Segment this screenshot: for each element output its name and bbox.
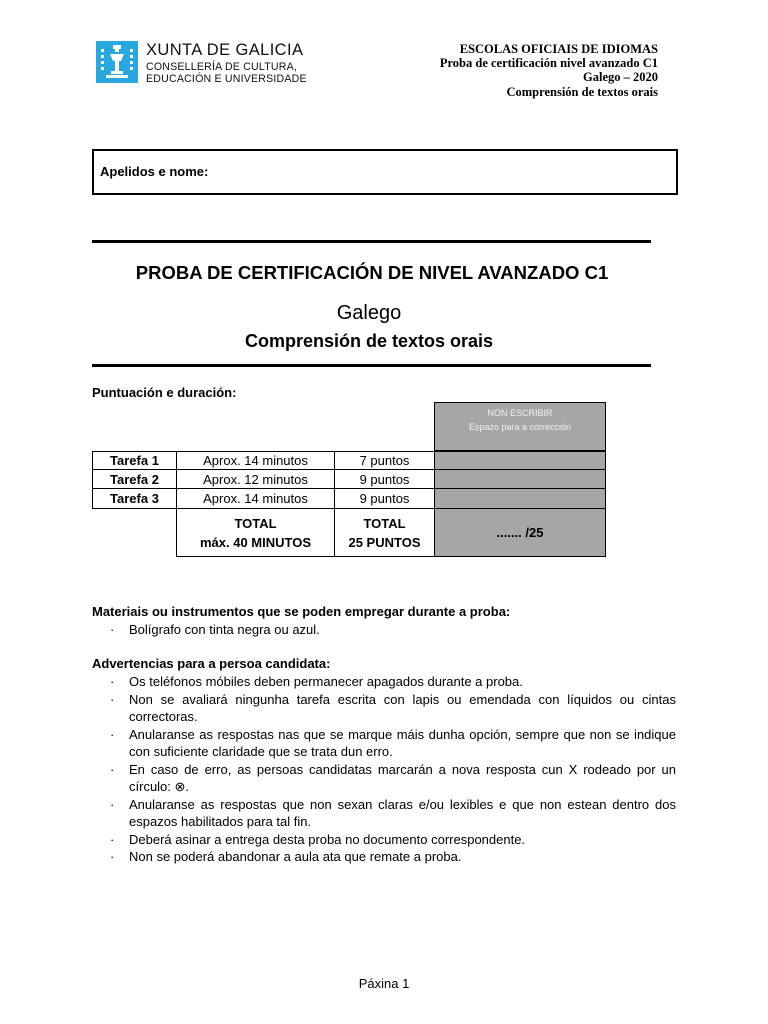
list-item: · Deberá asinar a entrega desta proba no documento correspondente. <box>110 831 526 847</box>
points-cell: 9 puntos <box>334 488 435 509</box>
correction-label-1: NON ESCRIBIR <box>487 408 553 418</box>
header-info <box>440 42 658 99</box>
correction-cell <box>434 451 606 470</box>
language-title: Galego <box>336 302 402 324</box>
total-points-label: TOTAL <box>363 515 406 531</box>
logo-name: XUNTA DE GALICIA <box>146 41 304 59</box>
materials-heading: Materiais ou instrumentos que se poden empregar durante a proba: <box>92 604 511 619</box>
name-field[interactable] <box>92 149 678 195</box>
time-cell: Aprox. 12 minutos <box>176 469 335 489</box>
list-item: · Bolígrafo con tinta negra ou azul. <box>110 622 320 637</box>
list-item: · Non se poderá abandonar a aula ata que remate a proba. <box>110 849 462 864</box>
warnings-heading: Advertencias para a persoa candidata: <box>92 656 331 671</box>
header-line-3: Galego – 2020 <box>583 70 658 85</box>
xunta-logo <box>96 41 336 85</box>
correction-cell <box>434 488 606 509</box>
total-time-cell <box>176 508 335 557</box>
header-line-4: Comprensión de textos orais <box>506 84 658 99</box>
top-rule <box>92 240 651 243</box>
list-item: · Anularanse as respostas nas que se marque máis dunha opción, sempre que non se indique con suficiente claridade que se trata dun erro. <box>110 726 676 759</box>
correction-label-2: Espazo para a corrección <box>468 422 572 432</box>
points-cell: 9 puntos <box>334 469 435 489</box>
warnings-list <box>110 673 676 866</box>
total-score-cell: ....... /25 <box>434 508 606 557</box>
galicia-coat-of-arms-icon <box>96 41 138 83</box>
total-points-cell <box>334 508 435 557</box>
points-cell: 7 puntos <box>334 451 435 470</box>
name-label: Apelidos e nome: <box>100 164 209 179</box>
materials-list <box>110 621 676 639</box>
task-cell: Tarefa 3 <box>92 488 177 509</box>
total-time-value: máx. 40 MINUTOS <box>199 534 312 550</box>
list-item: · Anularanse as respostas que non sexan claras e/ou lexibles e que non estean dentro dos espazos habilitados para tal fin. <box>110 796 676 829</box>
page-number: Páxina 1 <box>358 976 410 991</box>
correction-cell <box>434 469 606 489</box>
total-points-value: 25 PUNTOS <box>348 534 421 550</box>
logo-sub-1: CONSELLERÍA DE CULTURA, <box>146 61 297 73</box>
list-item: · Os teléfonos móbiles deben permanecer apagados durante a proba. <box>110 674 523 689</box>
total-time-label: TOTAL <box>234 515 277 531</box>
list-item: · En caso de erro, as persoas candidatas marcarán a nova resposta cun X rodeado por un círculo: ⊗. <box>110 761 676 794</box>
page-title: PROBA DE CERTIFICACIÓN DE NIVEL AVANZADO C1 <box>135 262 609 283</box>
section-title: Comprensión de textos orais <box>244 331 494 351</box>
scoring-heading: Puntuación e duración: <box>92 385 237 400</box>
time-cell: Aprox. 14 minutos <box>176 451 335 470</box>
bottom-rule <box>92 364 651 367</box>
header-line-1: ESCOLAS OFICIAIS DE IDIOMAS <box>459 42 658 56</box>
task-cell: Tarefa 1 <box>92 451 177 470</box>
list-item: · Non se avaliará ningunha tarefa escrita con lapis ou emendada con líquidos ou cintas correctoras. <box>110 691 676 724</box>
time-cell: Aprox. 14 minutos <box>176 488 335 509</box>
task-cell: Tarefa 2 <box>92 469 177 489</box>
correction-header <box>434 402 606 451</box>
logo-sub-2: EDUCACIÓN E UNIVERSIDADE <box>146 72 307 85</box>
header-line-2: Proba de certificación nivel avanzado C1 <box>439 56 658 71</box>
